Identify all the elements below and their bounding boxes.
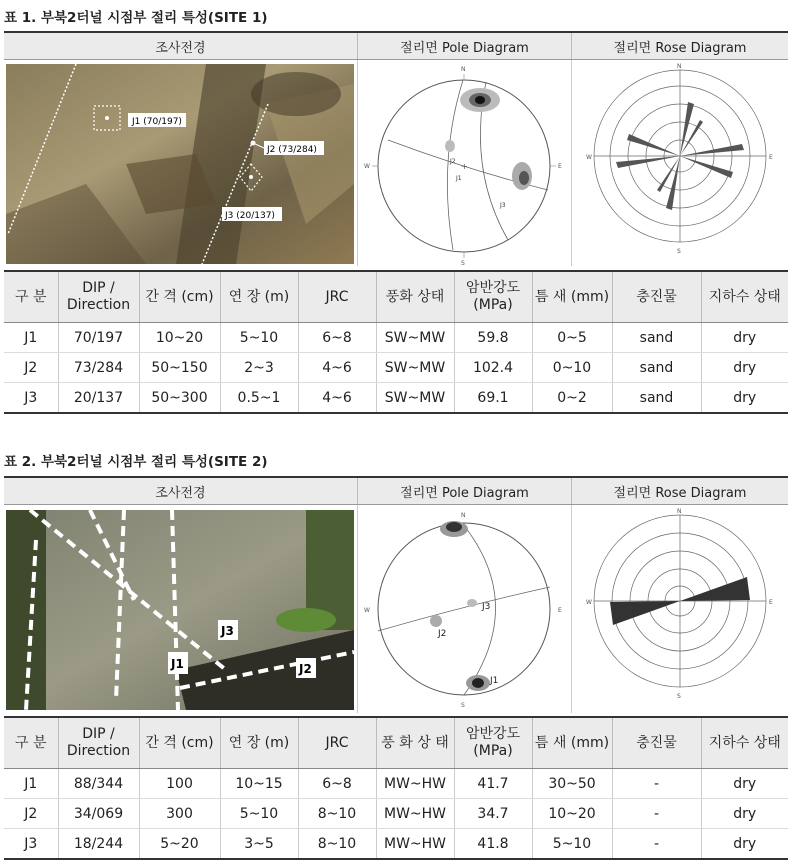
cell: MW~HW [376,799,454,829]
table-row [4,799,788,829]
table2-data [4,716,788,860]
cell: 41.7 [454,769,532,799]
cell: 0.5~1 [220,383,298,414]
cell: 10~20 [139,323,220,353]
rose-diagram-header: 절리면 Rose Diagram [613,40,747,56]
cell: 3~5 [220,829,298,860]
col-header: 연 장 (m) [220,717,298,769]
site2-pole-diagram [358,505,572,713]
photo-label-j3: J3 [221,624,234,638]
table1-image-row [4,60,788,266]
site2-rose-diagram [572,505,788,713]
col-header: 풍화 상태 [376,271,454,323]
cell: dry [701,353,788,383]
survey-view-header: 조사전경 [4,33,358,59]
cell: 5~10 [220,799,298,829]
svg-text:N: N [461,66,466,73]
cell: 4~6 [298,383,376,414]
cell: 102.4 [454,353,532,383]
table-row [4,829,788,860]
cell: 10~20 [532,799,612,829]
photo-label-j2: J2 [299,662,312,676]
col-header: 지하수 상태 [701,271,788,323]
cell: sand [612,383,701,414]
cell: 4~6 [298,353,376,383]
col-header: 지하수 상태 [701,717,788,769]
cell: 70/197 [58,323,139,353]
site1-pole-diagram [358,60,572,266]
cell: 0~5 [532,323,612,353]
table2-header-row [4,717,788,769]
cell: MW~HW [376,829,454,860]
rose-diagram-header: 절리면 Rose Diagram [613,485,747,501]
cell: dry [701,383,788,414]
cell: - [612,769,701,799]
table-row [4,323,788,353]
survey-view-header: 조사전경 [4,478,358,504]
col-header: 간 격 (cm) [139,271,220,323]
site2-photo [4,505,358,713]
cell: 0~2 [532,383,612,414]
cell: SW~MW [376,353,454,383]
col-header: 충진물 [612,271,701,323]
cell: 6~8 [298,323,376,353]
svg-text:E: E [769,154,773,161]
cell: 34/069 [58,799,139,829]
cell: J1 [4,769,58,799]
col-header: 연 장 (m) [220,271,298,323]
cell: - [612,799,701,829]
pole-diagram-header: 절리면 Pole Diagram [358,33,572,59]
svg-text:S: S [461,702,465,709]
cell: sand [612,353,701,383]
col-header: 구 분 [4,271,58,323]
cell: 69.1 [454,383,532,414]
site1-rose-diagram [572,60,788,266]
photo-label-j1: J1 (70/197) [132,117,182,127]
cell: SW~MW [376,383,454,414]
cell: 20/137 [58,383,139,414]
pole-label-j2: J2 [438,629,447,639]
cell: J2 [4,353,58,383]
cell: 30~50 [532,769,612,799]
cell: J1 [4,323,58,353]
cell: MW~HW [376,769,454,799]
cell: - [612,829,701,860]
cell: dry [701,323,788,353]
svg-text:N: N [677,508,682,515]
svg-text:S: S [677,693,681,700]
cell: 88/344 [58,769,139,799]
col-header: 암반강도 (MPa) [454,271,532,323]
svg-text:S: S [461,260,465,266]
pole-label-j3: J3 [482,602,491,612]
col-header: 구 분 [4,717,58,769]
svg-text:W: W [586,154,592,161]
cell: 2~3 [220,353,298,383]
pole-label-j1: J1 [490,676,499,686]
table2-image-header [4,476,788,505]
cell: 41.8 [454,829,532,860]
cell: 5~10 [532,829,612,860]
pole-label-j1: J1 [456,175,462,182]
cell: J2 [4,799,58,829]
cell: J3 [4,829,58,860]
cell: 5~20 [139,829,220,860]
svg-text:+: + [461,162,468,171]
table2-image-row [4,505,788,713]
table-row [4,383,788,414]
cell: 0~10 [532,353,612,383]
cell: 34.7 [454,799,532,829]
col-header: 암반강도 (MPa) [454,717,532,769]
svg-text:W: W [586,599,592,606]
photo-label-j1: J1 [171,657,184,671]
photo-label-j3: J3 (20/137) [225,211,275,221]
pole-label-j3: J3 [500,202,506,209]
table1-data [4,270,788,414]
col-header: 풍 화 상 태 [376,717,454,769]
photo-label-j2: J2 (73/284) [267,145,317,155]
svg-text:E: E [558,607,562,614]
cell: 73/284 [58,353,139,383]
cell: SW~MW [376,323,454,353]
cell: 59.8 [454,323,532,353]
cell: 300 [139,799,220,829]
site1-photo [4,60,358,266]
svg-text:N: N [677,63,682,70]
col-header: JRC [298,271,376,323]
col-header: 틈 새 (mm) [532,271,612,323]
cell: dry [701,769,788,799]
svg-text:E: E [558,163,562,170]
cell: 50~300 [139,383,220,414]
table-row [4,769,788,799]
table-row [4,353,788,383]
col-header: DIP / Direction [58,717,139,769]
cell: 50~150 [139,353,220,383]
cell: 100 [139,769,220,799]
table1-title: 표 1. 부북2터널 시점부 절리 특성(SITE 1) [4,10,268,26]
col-header: 충진물 [612,717,701,769]
table1-image-header [4,31,788,60]
svg-text:E: E [769,599,773,606]
cell: J3 [4,383,58,414]
pole-label-j2: J2 [450,158,456,165]
cell: 6~8 [298,769,376,799]
col-header: 간 격 (cm) [139,717,220,769]
col-header: DIP / Direction [58,271,139,323]
cell: sand [612,323,701,353]
cell: dry [701,799,788,829]
col-header: 틈 새 (mm) [532,717,612,769]
svg-text:W: W [364,163,370,170]
cell: 18/244 [58,829,139,860]
cell: dry [701,829,788,860]
col-header: JRC [298,717,376,769]
table1-header-row [4,271,788,323]
cell: 5~10 [220,323,298,353]
cell: 8~10 [298,829,376,860]
pole-diagram-header: 절리면 Pole Diagram [358,478,572,504]
svg-text:W: W [364,607,370,614]
table2-title: 표 2. 부북2터널 시점부 절리 특성(SITE 2) [4,454,268,470]
cell: 8~10 [298,799,376,829]
svg-text:S: S [677,248,681,255]
svg-text:N: N [461,512,466,519]
cell: 10~15 [220,769,298,799]
